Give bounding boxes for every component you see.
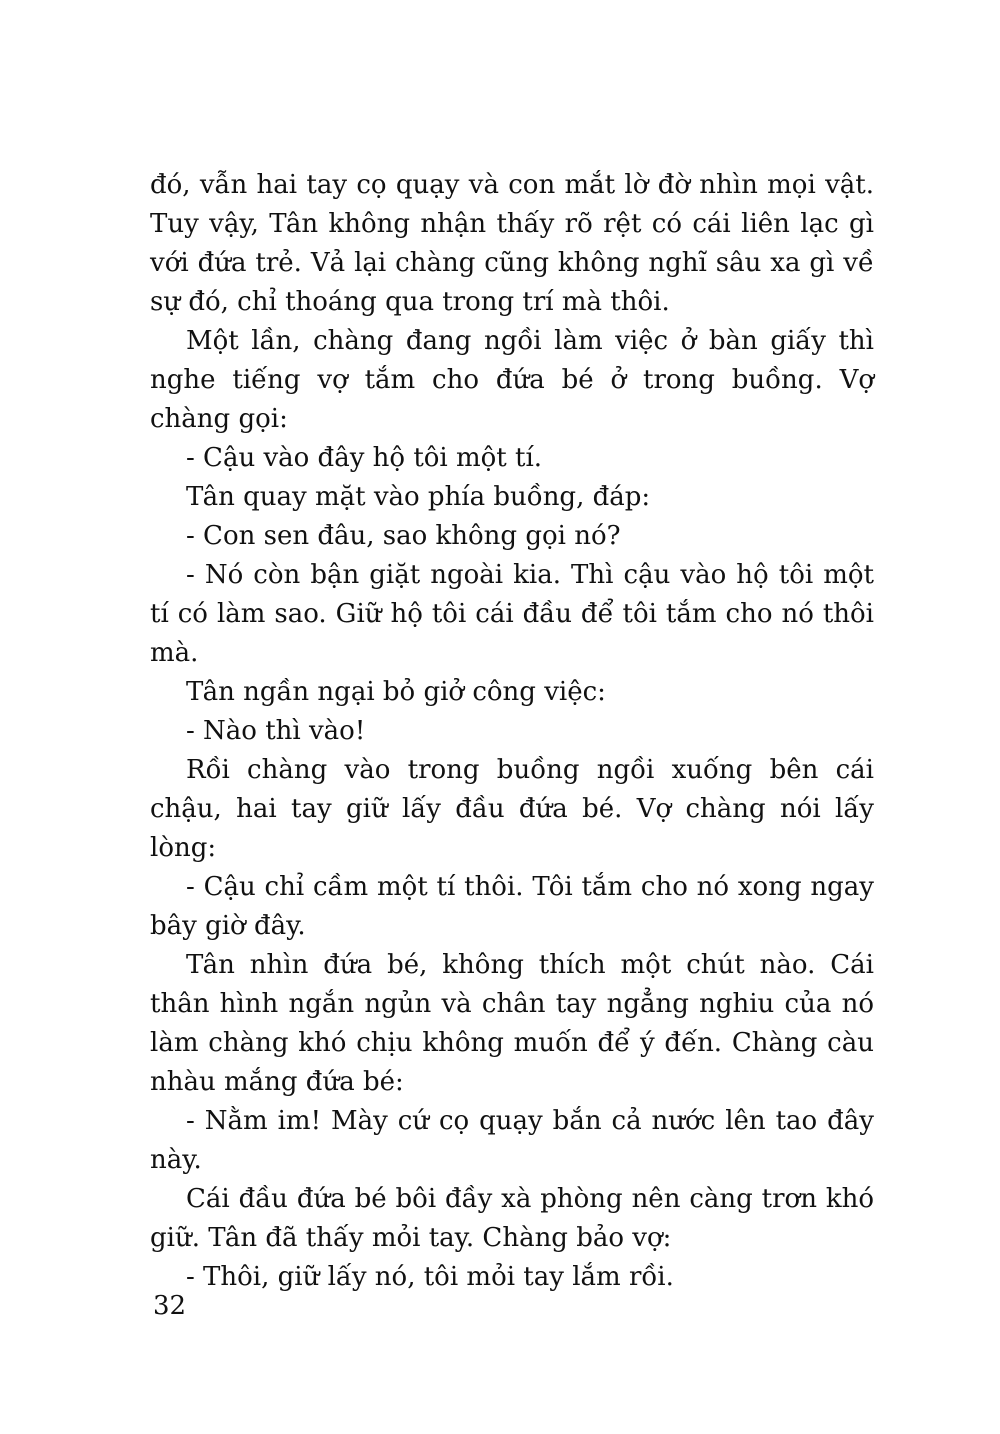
paragraph: đó, vẫn hai tay cọ quạy và con mắt lờ đờ nhìn mọi vật. Tuy vậy, Tân không nhận thấy rõ rệt có cái liên lạc gì với đứa trẻ. Vả lại chàng cũng không nghĩ sâu xa gì về sự đó, chỉ thoáng qua trong trí mà thôi. xyxy=(150,170,874,317)
dialogue-line: - Cậu vào đây hộ tôi một tí. xyxy=(186,443,543,473)
dialogue-line: - Nằm im! Mày cứ cọ quạy bắn cả nước lên tao đây này. xyxy=(150,1106,874,1175)
body-text xyxy=(150,166,874,1297)
paragraph: Cái đầu đứa bé bôi đầy xà phòng nên càng trơn khó giữ. Tân đã thấy mỏi tay. Chàng bảo vợ: xyxy=(150,1184,874,1253)
paragraph: Tân quay mặt vào phía buồng, đáp: xyxy=(186,482,651,512)
dialogue-line: - Nó còn bận giặt ngoài kia. Thì cậu vào hộ tôi một tí có làm sao. Giữ hộ tôi cái đầu để tôi tắm cho nó thôi mà. xyxy=(150,560,874,668)
paragraph: Tân ngần ngại bỏ giở công việc: xyxy=(186,677,606,707)
paragraph: Tân nhìn đứa bé, không thích một chút nào. Cái thân hình ngắn ngủn và chân tay ngẳng nghiu của nó làm chàng khó chịu không muốn để ý đến. Chàng càu nhàu mắng đứa bé: xyxy=(150,950,874,1097)
paragraph: Một lần, chàng đang ngồi làm việc ở bàn giấy thì nghe tiếng vợ tắm cho đứa bé ở trong buồng. Vợ chàng gọi: xyxy=(150,326,874,434)
paragraph: Rồi chàng vào trong buồng ngồi xuống bên cái chậu, hai tay giữ lấy đầu đứa bé. Vợ chàng nói lấy lòng: xyxy=(150,755,874,863)
dialogue-line: - Con sen đâu, sao không gọi nó? xyxy=(186,521,621,551)
dialogue-line: - Cậu chỉ cầm một tí thôi. Tôi tắm cho nó xong ngay bây giờ đây. xyxy=(150,872,874,941)
page-number: 32 xyxy=(153,1291,187,1321)
dialogue-line: - Thôi, giữ lấy nó, tôi mỏi tay lắm rồi. xyxy=(186,1262,674,1292)
dialogue-line: - Nào thì vào! xyxy=(186,716,366,746)
